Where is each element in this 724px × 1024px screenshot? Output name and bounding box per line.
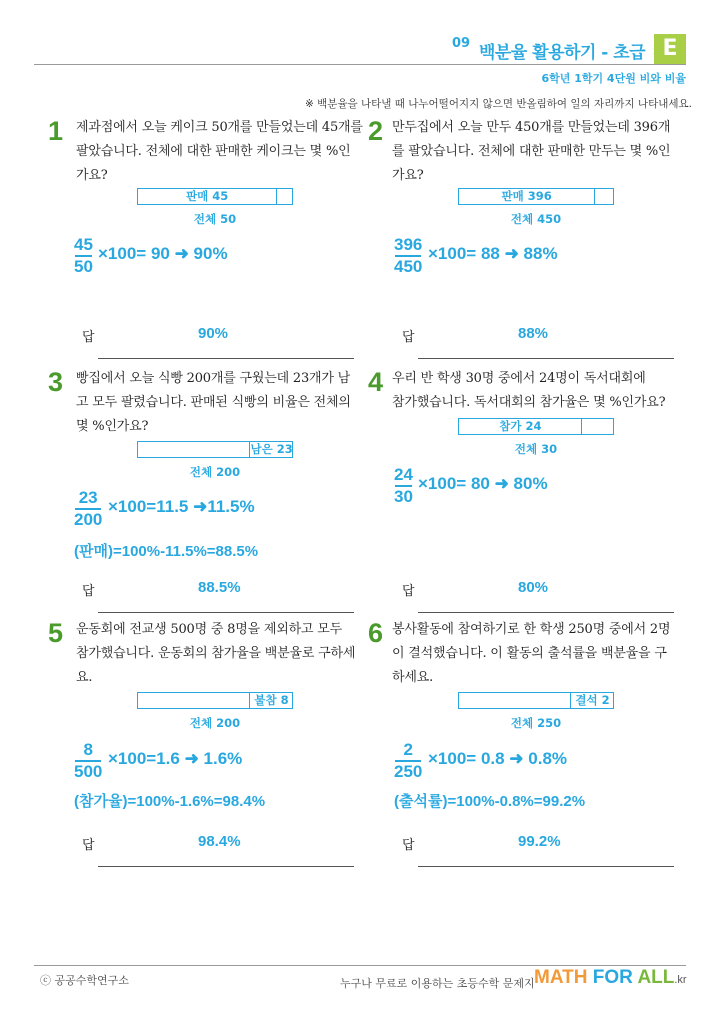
ratio-bar-label: 남은 23	[250, 442, 293, 456]
problem-text-line: 제과점에서 오늘 케이크 50개를 만들었는데 45개를	[76, 120, 363, 135]
header-divider	[34, 64, 686, 65]
fraction	[394, 235, 422, 277]
problem-text-line: 고 모두 팔렸습니다. 판매된 식빵의 비율은 전체의	[76, 395, 351, 410]
answer-value: 88.5%	[198, 579, 241, 596]
problem-text-line: 만두집에서 오늘 만두 450개를 만들었는데 396개	[392, 120, 671, 135]
answer-label: 답	[402, 330, 415, 345]
answer-line	[418, 358, 674, 359]
answer-value: 80%	[518, 579, 549, 596]
brand-for: FOR	[592, 967, 633, 988]
calculation: ×100=1.6 ➜ 1.6%	[108, 749, 243, 768]
answer-value: 99.2%	[518, 833, 561, 850]
answer-label: 답	[82, 838, 95, 853]
ratio-bar-label: 판매 45	[186, 189, 229, 203]
answer-value: 90%	[198, 325, 229, 342]
answer-label: 답	[82, 330, 95, 345]
complement-calculation: (참가율)=100%-1.6%=98.4%	[74, 793, 266, 810]
complement-calculation: (출석률)=100%-0.8%=99.2%	[394, 793, 586, 810]
fraction-denominator: 50	[74, 257, 93, 276]
ratio-bar-total: 전체 200	[189, 465, 241, 479]
problem-text-line: 이 결석했습니다. 이 활동의 출석률을 백분율을 구	[392, 646, 667, 661]
ratio-bar-total: 전체 450	[510, 212, 562, 226]
problem-number: 4	[368, 367, 384, 397]
answer-line	[98, 612, 354, 613]
ratio-bar	[137, 692, 293, 709]
answer-value: 88%	[518, 325, 549, 342]
fraction-denominator: 250	[394, 762, 423, 781]
answer-line	[418, 612, 674, 613]
problem-text-line: 빵집에서 오늘 식빵 200개를 구웠는데 23개가 남	[76, 371, 351, 386]
ratio-bar-total: 전체 30	[514, 442, 558, 456]
fraction	[74, 488, 102, 530]
fraction-denominator: 30	[394, 487, 413, 506]
brand-logo	[534, 967, 687, 989]
answer-line	[98, 358, 354, 359]
problem-text-line: 팔았습니다. 전체에 대한 판매한 케이크는 몇 %인	[76, 144, 351, 159]
worksheet-number: 09	[452, 36, 471, 51]
problem-text-line: 하세요.	[392, 670, 434, 685]
calculation: ×100= 88 ➜ 88%	[428, 244, 558, 263]
brand-all: ALL	[637, 967, 675, 988]
calculation: ×100= 80 ➜ 80%	[418, 474, 548, 493]
brand-domain: .kr	[674, 974, 687, 986]
problem-text-line: 몇 %인가요?	[76, 419, 149, 434]
fraction	[394, 465, 413, 507]
footer-slogan: 누구나 무료로 이용하는 초등수학 문제지	[340, 977, 535, 990]
fraction-denominator: 200	[74, 510, 103, 529]
problem-text-line: 우리 반 학생 30명 중에서 24명이 독서대회에	[392, 371, 646, 386]
fraction-numerator: 2	[403, 740, 413, 759]
worksheet-title: 백분율 활용하기 - 초급	[479, 43, 646, 63]
fraction-numerator: 24	[394, 465, 413, 484]
problem-text-line: 봉사활동에 참여하기로 한 학생 250명 중에서 2명	[392, 622, 671, 637]
complement-calculation: (판매)=100%-11.5%=88.5%	[74, 543, 259, 560]
fraction-numerator: 8	[83, 740, 93, 759]
answer-label: 답	[402, 838, 415, 853]
problem-text-line: 운동회에 전교생 500명 중 8명을 제외하고 모두	[76, 622, 342, 637]
fraction	[74, 740, 102, 782]
answer-label: 답	[402, 584, 415, 599]
fraction	[394, 740, 422, 782]
fraction-numerator: 396	[394, 235, 423, 254]
answer-value: 98.4%	[198, 833, 241, 850]
answer-label: 답	[82, 584, 95, 599]
fraction	[74, 235, 93, 277]
ratio-bar	[458, 692, 614, 709]
ratio-bar	[458, 188, 614, 205]
problem-text-line: 가요?	[76, 168, 108, 183]
copyright: ⓒ 공공수학연구소	[40, 974, 129, 987]
problem-text-line: 를 팔았습니다. 전체에 대한 판매한 만두는 몇 %인	[392, 144, 671, 159]
ratio-bar-label: 불참 8	[254, 693, 289, 707]
problem-text-line: 참가했습니다. 운동회의 참가율을 백분율로 구하세	[76, 646, 356, 661]
calculation: ×100=11.5 ➜11.5%	[108, 497, 255, 516]
instruction-note: ※ 백분율을 나타낼 때 나누어떨어지지 않으면 반올림하여 일의 자리까지 나타내세요.	[304, 98, 692, 110]
ratio-bar-label: 결석 2	[575, 693, 610, 707]
calculation: ×100= 90 ➜ 90%	[98, 244, 228, 263]
answer-line	[98, 866, 354, 867]
problem-number: 2	[368, 116, 384, 146]
ratio-bar-label: 참가 24	[499, 419, 542, 433]
worksheet-subtitle: 6학년 1학기 4단원 비와 비율	[541, 72, 686, 85]
answer-line	[418, 866, 674, 867]
problem-number: 1	[48, 116, 64, 146]
fraction-denominator: 500	[74, 762, 103, 781]
problem-number: 3	[48, 367, 64, 397]
calculation: ×100= 0.8 ➜ 0.8%	[428, 749, 568, 768]
ratio-bar-total: 전체 200	[189, 716, 241, 730]
problem-number: 6	[368, 618, 384, 648]
problem-text-line: 요.	[76, 670, 93, 685]
ratio-bar	[137, 441, 293, 458]
ratio-bar-label: 판매 396	[501, 189, 552, 203]
ratio-bar	[137, 188, 293, 205]
fraction-numerator: 45	[74, 235, 93, 254]
problem-text-line: 참가했습니다. 독서대회의 참가율은 몇 %인가요?	[392, 395, 666, 410]
fraction-numerator: 23	[78, 488, 98, 507]
problem-number: 5	[48, 618, 64, 648]
ratio-bar-total: 전체 250	[510, 716, 562, 730]
fraction-denominator: 450	[394, 257, 423, 276]
problem-text-line: 가요?	[392, 168, 424, 183]
brand-math: MATH	[534, 967, 588, 988]
ratio-bar-total: 전체 50	[193, 212, 237, 226]
footer-divider	[34, 965, 686, 966]
ratio-bar	[458, 418, 614, 435]
level-badge: E	[654, 34, 686, 64]
